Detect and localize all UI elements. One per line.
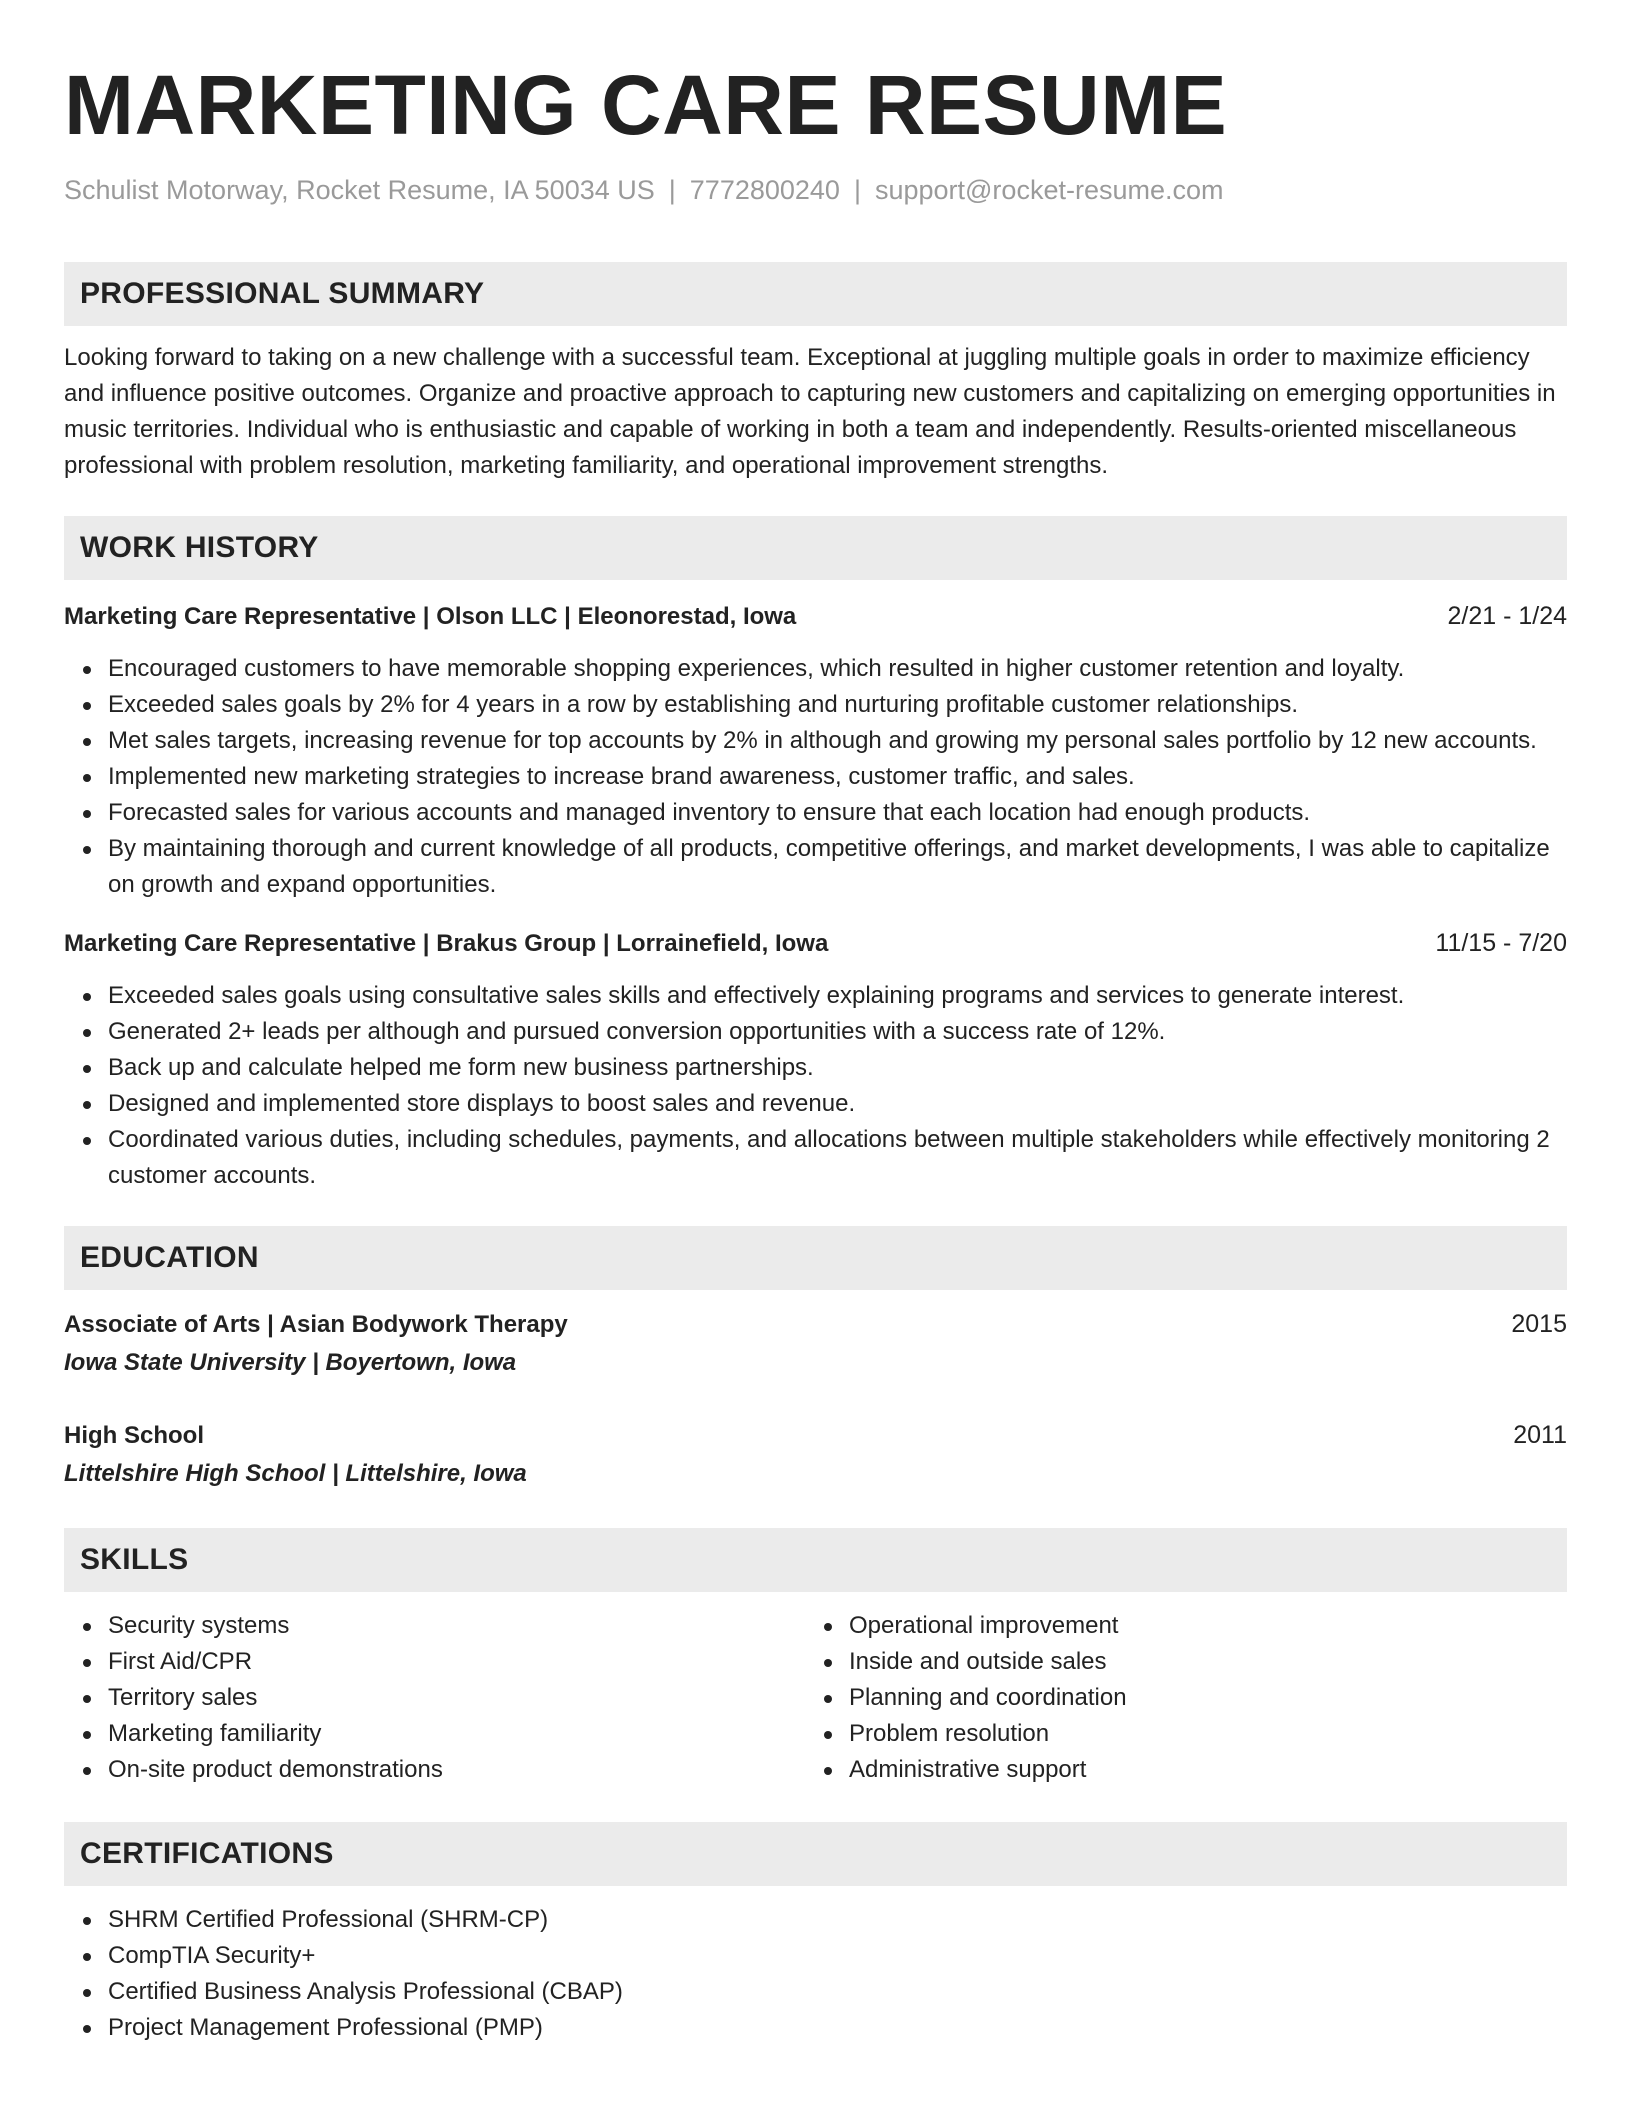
- section-header-certifications: CERTIFICATIONS: [64, 1822, 1567, 1886]
- job-bullet: Forecasted sales for various accounts and managed inventory to ensure that each location had enough products.: [108, 795, 1567, 831]
- job-bullet: Encouraged customers to have memorable shopping experiences, which resulted in higher customer retention and loyalty.: [108, 651, 1567, 687]
- job-bullet: Exceeded sales goals by 2% for 4 years in a row by establishing and nurturing profitable customer relationships.: [108, 687, 1567, 723]
- job-bullet: Designed and implemented store displays to boost sales and revenue.: [108, 1086, 1567, 1122]
- job-bullet: Met sales targets, increasing revenue for top accounts by 2% in although and growing my personal sales portfolio by 12 new accounts.: [108, 723, 1567, 759]
- contact-separator: |: [668, 175, 676, 205]
- job-entry: [64, 925, 1567, 1194]
- skills-list-left: [64, 1608, 805, 1788]
- certification-item: Certified Business Analysis Professional (CBAP): [108, 1974, 1567, 2010]
- job-heading-row: [64, 598, 1567, 635]
- skill-item: Inside and outside sales: [849, 1644, 1546, 1680]
- summary-text: Looking forward to taking on a new challenge with a successful team. Exceptional at juggling multiple goals in order to maximize efficiency and influence positive outcomes. Organize and proactive approach to capturing new customers and capitalizing on emerging opportunities in music territories. Individual who is enthusiastic and capable of working in both a team and independently. Results-oriented miscellaneous professional with problem resolution, marketing familiarity, and operational improvement strengths.: [64, 344, 1556, 479]
- skill-item: Problem resolution: [849, 1716, 1546, 1752]
- contact-address: Schulist Motorway, Rocket Resume, IA 50034 US: [64, 175, 655, 205]
- contact-line: [64, 172, 1567, 208]
- section-header-skills: SKILLS: [64, 1528, 1567, 1592]
- education-school: Iowa State University | Boyertown, Iowa: [64, 1349, 517, 1376]
- certification-item: SHRM Certified Professional (SHRM-CP): [108, 1902, 1567, 1938]
- education-degree: Associate of Arts | Asian Bodywork Therapy: [64, 1311, 568, 1338]
- contact-separator: |: [853, 175, 861, 205]
- job-bullet: By maintaining thorough and current knowledge of all products, competitive offerings, and market developments, I was able to capitalize on growth and expand opportunities.: [108, 831, 1567, 903]
- education-year: 2011: [1513, 1421, 1567, 1449]
- education-heading-row: [64, 1306, 1567, 1343]
- education-school: Littelshire High School | Littelshire, Iowa: [64, 1460, 527, 1487]
- job-bullet: Exceeded sales goals using consultative sales skills and effectively explaining programs and services to generate interest.: [108, 978, 1567, 1014]
- job-heading-row: [64, 925, 1567, 962]
- job-bullet: Coordinated various duties, including schedules, payments, and allocations between multiple stakeholders while effectively monitoring 2 customer accounts.: [108, 1122, 1567, 1194]
- certifications-list: [64, 1902, 1567, 2046]
- skill-item: On-site product demonstrations: [108, 1752, 805, 1788]
- education-entry: [64, 1417, 1567, 1492]
- job-title: Marketing Care Representative | Brakus Group | Lorrainefield, Iowa: [64, 930, 829, 957]
- skill-item: Territory sales: [108, 1680, 805, 1716]
- resume-title: MARKETING CARE RESUME: [64, 58, 1228, 152]
- section-header-work-history: WORK HISTORY: [64, 516, 1567, 580]
- job-bullet: Implemented new marketing strategies to increase brand awareness, customer traffic, and sales.: [108, 759, 1567, 795]
- section-header-summary: PROFESSIONAL SUMMARY: [64, 262, 1567, 326]
- education-degree: High School: [64, 1422, 204, 1449]
- resume-page: [64, 56, 1567, 2046]
- skill-item: Marketing familiarity: [108, 1716, 805, 1752]
- certification-item: CompTIA Security+: [108, 1938, 1567, 1974]
- skills-columns: [64, 1592, 1567, 1788]
- job-entry: [64, 598, 1567, 903]
- contact-phone: 7772800240: [689, 175, 840, 205]
- section-header-education: EDUCATION: [64, 1226, 1567, 1290]
- job-bullet: Generated 2+ leads per although and pursued conversion opportunities with a success rate of 12%.: [108, 1014, 1567, 1050]
- skill-item: First Aid/CPR: [108, 1644, 805, 1680]
- job-title: Marketing Care Representative | Olson LLC | Eleonorestad, Iowa: [64, 603, 797, 630]
- job-bullet-list: [64, 978, 1567, 1194]
- skill-item: Security systems: [108, 1608, 805, 1644]
- job-dates: 2/21 - 1/24: [1447, 602, 1567, 630]
- certification-item: Project Management Professional (PMP): [108, 2010, 1567, 2046]
- education-year: 2015: [1511, 1310, 1567, 1338]
- skills-list-right: [805, 1608, 1546, 1788]
- skill-item: Administrative support: [849, 1752, 1546, 1788]
- job-dates: 11/15 - 7/20: [1435, 929, 1567, 957]
- skill-item: Operational improvement: [849, 1608, 1546, 1644]
- job-bullet: Back up and calculate helped me form new business partnerships.: [108, 1050, 1567, 1086]
- skill-item: Planning and coordination: [849, 1680, 1546, 1716]
- education-entry: [64, 1306, 1567, 1381]
- education-heading-row: [64, 1417, 1567, 1454]
- contact-email: support@rocket-resume.com: [874, 175, 1224, 205]
- job-bullet-list: [64, 651, 1567, 903]
